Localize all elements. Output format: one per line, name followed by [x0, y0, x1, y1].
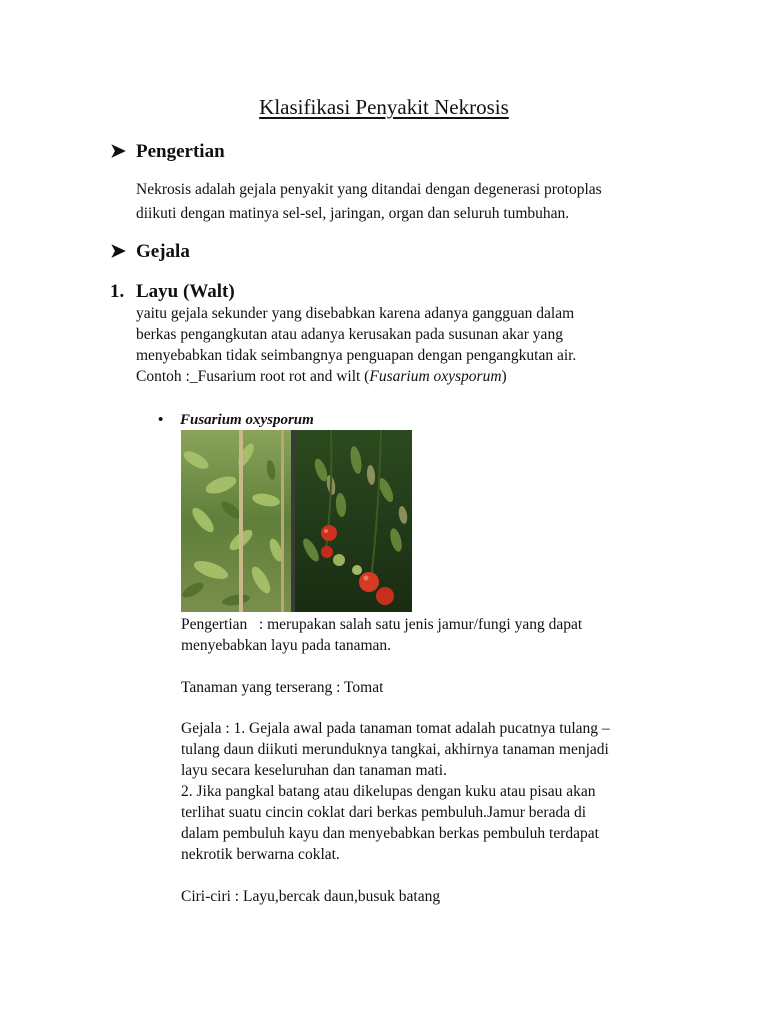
heading-pengertian: [110, 140, 225, 163]
text-line: yaitu gejala sekunder yang disebabkan karena adanya gangguan dalam: [136, 305, 575, 322]
text-line: Nekrosis adalah gejala penyakit yang ditandai dengan degenerasi protoplas: [136, 181, 602, 198]
contoh-prefix: Contoh :_Fusarium root rot and wilt (: [136, 368, 370, 385]
text-line: menyebabkan layu pada tanaman.: [181, 637, 392, 654]
heading-layu-label: Layu (Walt): [136, 281, 235, 302]
text-line: dalam pembuluh kayu dan menyebabkan berkas pembuluh terdapat: [181, 825, 599, 842]
heading-gejala: [110, 240, 190, 263]
text-line: Gejala : 1. Gejala awal pada tanaman tomat adalah pucatnya tulang –: [181, 720, 610, 737]
text-line: nekrotik berwarna coklat.: [181, 846, 340, 863]
pengertian-paragraph: [136, 178, 602, 226]
fusarium-pengertian: [181, 614, 582, 656]
page-title: Klasifikasi Penyakit Nekrosis: [259, 95, 509, 119]
text-line: tulang daun diikuti merunduknya tangkai, akhirnya tanaman menjadi: [181, 741, 609, 758]
text-line: berkas pengangkutan atau adanya kerusakan pada susunan akar yang: [136, 326, 563, 343]
arrow-bullet-icon: ➤: [110, 141, 126, 162]
heading-pengertian-label: Pengertian: [136, 141, 225, 162]
text-line: diikuti dengan matinya sel-sel, jaringan, organ dan seluruh tumbuhan.: [136, 205, 570, 222]
text-line: Pengertian : merupakan salah satu jenis jamur/fungi yang dapat: [181, 616, 583, 633]
contoh-line: [136, 366, 576, 387]
text-line: menyebabkan tidak seimbangnya penguapan dengan pengangkutan air.: [136, 347, 577, 364]
plant-photo-illustration: [181, 430, 412, 612]
contoh-suffix: ): [501, 368, 507, 385]
fusarium-gejala: [181, 718, 610, 865]
fusarium-ciri: Ciri-ciri : Layu,bercak daun,busuk batang: [181, 888, 441, 905]
heading-layu: [110, 281, 235, 303]
fusarium-tanaman: Tanaman yang terserang : Tomat: [181, 679, 384, 696]
layu-paragraph: [136, 303, 576, 387]
bullet-fusarium: [158, 412, 314, 429]
heading-gejala-label: Gejala: [136, 241, 190, 262]
bullet-fusarium-label: Fusarium oxysporum: [180, 412, 314, 428]
contoh-italic: Fusarium oxysporum: [369, 368, 502, 385]
bullet-dot-icon: •: [158, 412, 164, 428]
text-line: layu secara keseluruhan dan tanaman mati.: [181, 762, 447, 779]
arrow-bullet-icon: ➤: [110, 241, 126, 262]
text-line: terlihat suatu cincin coklat dari berkas pembuluh.Jamur berada di: [181, 804, 587, 821]
tomato-wilt-photo: [181, 430, 412, 612]
text-line: 2. Jika pangkal batang atau dikelupas dengan kuku atau pisau akan: [181, 783, 596, 800]
heading-layu-number: 1.: [110, 281, 125, 302]
